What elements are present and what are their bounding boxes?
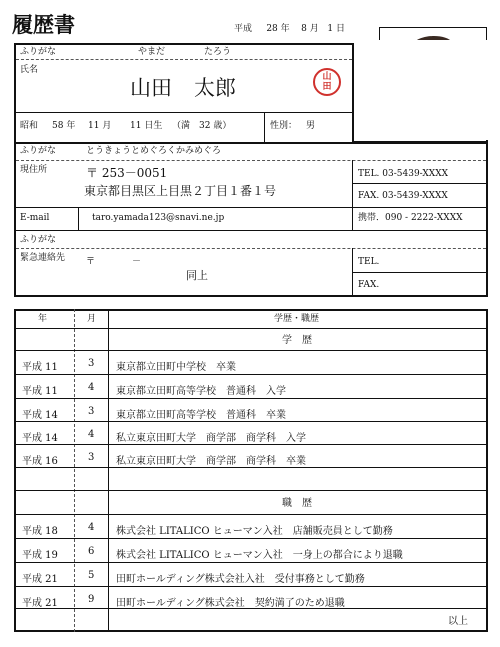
history-row-line (16, 490, 486, 491)
emergency-fax: FAX. (358, 280, 380, 290)
history-description: 田町ホールディング株式会社入社 受付事務として勤務 (116, 574, 365, 585)
history-year: 平成 11 (22, 386, 58, 397)
history-row (14, 539, 488, 562)
birth-row-top (16, 112, 352, 113)
address-top-border (16, 142, 486, 144)
address-tel: TEL. 03-5439-XXXX (358, 169, 449, 179)
email-value: taro.yamada123@snavi.ne.jp (92, 213, 225, 223)
history-row (14, 375, 488, 398)
history-description: 田町ホールディング株式会社 契約満了のため退職 (116, 598, 345, 609)
history-description: 東京都立田町中学校 卒業 (116, 362, 236, 373)
history-row (14, 399, 488, 422)
emergency-postal-dash: － (132, 257, 142, 267)
date-year-unit: 年 (280, 24, 290, 34)
address-label: 現住所 (20, 165, 48, 175)
history-description: 私立東京田町大学 商学部 商学科 卒業 (116, 456, 306, 467)
date-month: 8 (301, 24, 307, 34)
name-furigana-family: やまだ (138, 47, 166, 57)
emergency-tel-fax-divider (352, 272, 486, 273)
emergency-furigana-divider (16, 248, 486, 249)
history-description: 東京都立田町高等学校 普通科 卒業 (116, 410, 286, 421)
tel-fax-divider (352, 183, 486, 184)
emergency-value: 同上 (186, 269, 208, 282)
history-row (14, 445, 488, 468)
address-furigana-label: ふりがな (20, 146, 57, 156)
col-year: 年 (38, 314, 48, 324)
email-label: E-mail (20, 213, 50, 223)
mobile-value: 携帯．090 - 2222-XXXX (358, 213, 463, 223)
history-row (14, 515, 488, 538)
history-row-line (16, 328, 486, 329)
history-year: 平成 21 (22, 574, 58, 585)
family-name: 山田 (130, 76, 172, 100)
history-year: 平成 19 (22, 550, 58, 561)
date-day: 1 (327, 24, 334, 34)
history-month: 4 (88, 382, 95, 393)
emergency-postal-mark: 〒 (86, 257, 96, 267)
col-desc: 学歴・職歴 (274, 314, 320, 324)
address-furigana: とうきょうとめぐろくかみめぐろ (86, 146, 222, 156)
history-year: 平成 14 (22, 410, 58, 421)
education-heading: 学 歴 (282, 335, 312, 346)
history-month: 4 (88, 522, 95, 533)
col-month: 月 (87, 314, 97, 324)
document-title: 履歴書 (12, 12, 75, 37)
history-month: 6 (88, 546, 95, 557)
name-label: 氏名 (20, 65, 39, 75)
address-postal: 〒 253－0051 (86, 166, 168, 180)
mobile-divider (352, 207, 353, 230)
history-description: 株式会社 LITALICO ヒューマン入社 店舗販売員として勤務 (116, 526, 393, 537)
history-month: 3 (88, 406, 95, 417)
history-year: 平成 14 (22, 433, 58, 444)
birth-month: 11 月 (88, 121, 112, 131)
history-month: 5 (88, 570, 95, 581)
date-year: 28 (266, 24, 278, 34)
name-block-right-border (352, 43, 354, 143)
emergency-label: 緊急連絡先 (20, 253, 66, 263)
furigana-divider (16, 59, 352, 60)
history-description: 東京都立田町高等学校 普通科 入学 (116, 386, 286, 397)
date-month-unit: 月 (309, 24, 319, 34)
birth-year: 58 年 (52, 121, 76, 131)
history-month: 3 (88, 452, 95, 463)
history-year: 平成 18 (22, 526, 58, 537)
emergency-row-top (16, 230, 486, 231)
address-line: 東京都目黒区上目黒２丁目１番１号 (84, 184, 277, 198)
address-fax: FAX. 03-5439-XXXX (358, 191, 448, 201)
history-year: 平成 21 (22, 598, 58, 609)
gender-label: 性別： (270, 121, 298, 131)
emergency-furigana-label: ふりがな (20, 235, 57, 245)
history-row (14, 351, 488, 374)
email-row-top (16, 207, 486, 208)
date-era: 平成 (234, 24, 253, 34)
name-furigana-given: たろう (204, 47, 232, 57)
history-month: 3 (88, 358, 95, 369)
end-marker: 以上 (448, 616, 468, 627)
work-heading: 職 歴 (282, 498, 312, 509)
seal-text: 山 田 (322, 72, 332, 92)
email-label-divider (78, 207, 79, 230)
date-line (234, 25, 345, 34)
history-description: 私立東京田町大学 商学部 商学科 入学 (116, 433, 306, 444)
history-month: 9 (88, 594, 95, 605)
history-row (14, 587, 488, 610)
age: （満 32 歳） (172, 121, 232, 131)
given-name: 太郎 (194, 76, 236, 100)
gender-divider (264, 112, 265, 142)
gender-value: 男 (306, 121, 316, 131)
history-year: 平成 11 (22, 362, 58, 373)
hanko-seal (313, 68, 341, 96)
address-furigana-divider (16, 160, 486, 161)
birth-day: 11 日生 (130, 121, 163, 131)
history-description: 株式会社 LITALICO ヒューマン入社 一身上の都合により退職 (116, 550, 403, 561)
date-day-unit: 日 (335, 24, 345, 34)
photo-gap (352, 40, 490, 140)
name-furigana-label: ふりがな (20, 47, 57, 57)
history-month: 4 (88, 429, 95, 440)
history-row (14, 563, 488, 586)
birth-era: 昭和 (20, 121, 39, 131)
history-row (14, 422, 488, 445)
history-year: 平成 16 (22, 456, 58, 467)
emergency-tel: TEL. (358, 257, 380, 267)
